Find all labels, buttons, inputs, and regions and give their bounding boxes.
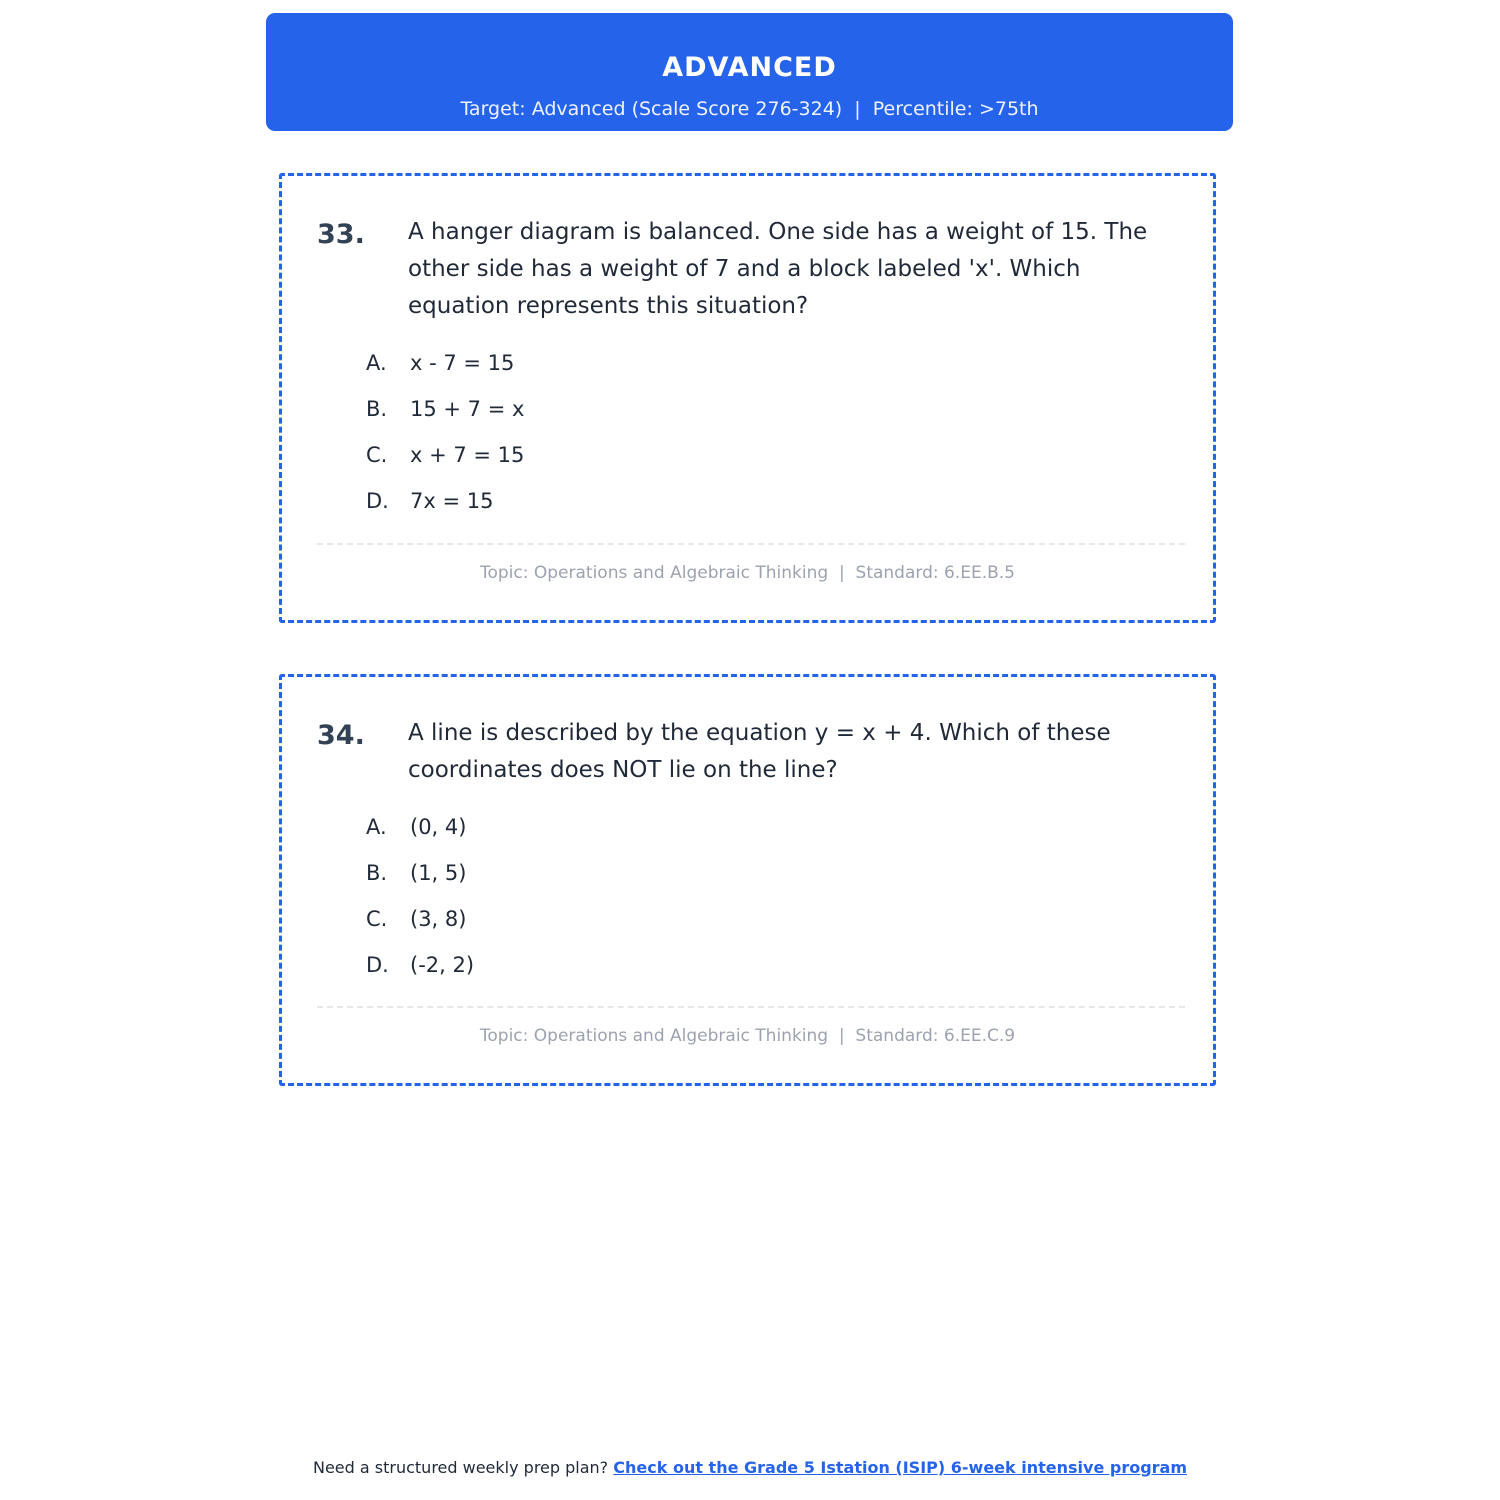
answer-option-b[interactable] (366, 386, 524, 432)
answer-options (366, 340, 524, 524)
question-text: A hanger diagram is balanced. One side has a weight of 15. The other side has a weight of 7 and a block labeled 'x'. Which equation represents this situation? (408, 219, 1148, 319)
question-card-34 (279, 674, 1216, 1086)
answer-option-d[interactable] (366, 942, 474, 988)
question-number: 33. (317, 219, 365, 250)
option-text: (1, 5) (410, 861, 467, 885)
question-text: A line is described by the equation y = x + 4. Which of these coordinates does NOT lie on the line? (408, 720, 1111, 783)
answer-option-d[interactable] (366, 478, 524, 524)
divider (317, 1006, 1185, 1008)
question-card-33 (279, 173, 1216, 623)
prep-program-link[interactable]: Check out the Grade 5 Istation (ISIP) 6-week intensive program (613, 1458, 1188, 1477)
answer-option-b[interactable] (366, 850, 474, 896)
option-letter: B. (366, 861, 388, 885)
question-meta: Topic: Operations and Algebraic Thinking | Standard: 6.EE.C.9 (479, 1026, 1016, 1046)
answer-option-c[interactable] (366, 432, 524, 478)
option-letter: C. (366, 443, 388, 467)
question-number: 34. (317, 720, 365, 751)
question-meta: Topic: Operations and Algebraic Thinking | Standard: 6.EE.B.5 (479, 563, 1015, 583)
footer-prompt: Need a structured weekly prep plan? (312, 1458, 609, 1477)
answer-option-c[interactable] (366, 896, 474, 942)
option-letter: D. (366, 489, 389, 513)
option-letter: D. (366, 953, 389, 977)
option-letter: C. (366, 907, 388, 931)
option-letter: B. (366, 397, 388, 421)
option-letter: A. (366, 815, 387, 839)
level-title: ADVANCED (662, 52, 837, 83)
level-banner (266, 13, 1233, 131)
option-text: 15 + 7 = x (410, 397, 525, 421)
option-text: (-2, 2) (410, 953, 475, 977)
option-letter: A. (366, 351, 387, 375)
level-target-info: Target: Advanced (Scale Score 276-324) | Percentile: >75th (460, 98, 1039, 120)
answer-option-a[interactable] (366, 340, 524, 386)
answer-options (366, 804, 474, 988)
option-text: x - 7 = 15 (410, 351, 515, 375)
option-text: x + 7 = 15 (410, 443, 525, 467)
option-text: 7x = 15 (410, 489, 494, 513)
option-text: (0, 4) (410, 815, 467, 839)
footer-cta (0, 1456, 1500, 1480)
option-text: (3, 8) (410, 907, 467, 931)
divider (317, 543, 1185, 545)
answer-option-a[interactable] (366, 804, 474, 850)
